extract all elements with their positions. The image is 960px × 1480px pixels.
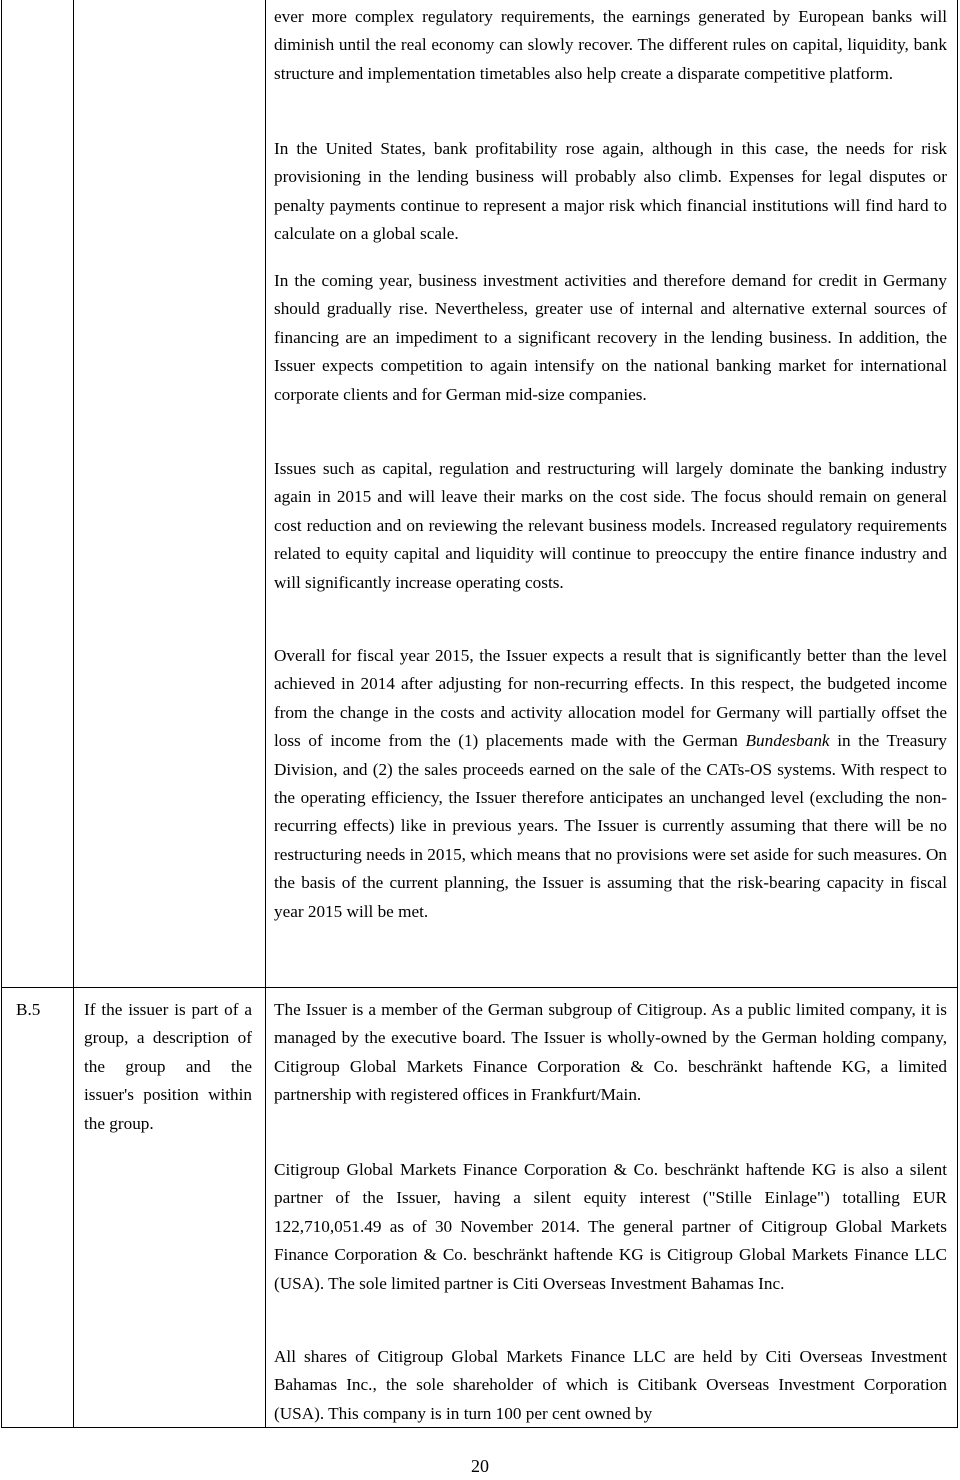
row-b4-paragraph: Issues such as capital, regulation and restructuring will largely dominate the banking industry again in 2015 and will leave their marks on the cost side. The focus should remain on general cost reduction and on reviewing the relevant business models. Increased regulatory requirements related to equity capital and liquidity will continue to preoccupy the entire finance industry and will significantly increase operating costs. [274,459,947,592]
row-b5-paragraph: Citigroup Global Markets Finance Corporation & Co. beschränkt haftende KG is also a silent partner of the Issuer, having a silent equity interest ("Stille Einlage") totalling EUR 122,710,051.49 as of 30 November 2014. The general partner of Citigroup Global Markets Finance Corporation & Co. beschränkt haftende KG is Citigroup Global Markets Finance LLC (USA). The sole limited partner is Citi Overseas Investment Bahamas Inc. [274,1160,947,1293]
row-b4-paragraph: In the coming year, business investment activities and therefore demand for credit in Germany should gradually rise. Nevertheless, greater use of internal and alternative external sources of financing are an impediment to a significant recovery in the lending business. In addition, the Issuer expects competition to again intensify on the national banking market for international corporate clients and for German mid-size companies. [274,271,947,404]
outlook-text-start: Overall for fiscal year 2015, the Issuer expects a result that is significantly better than the level achieved in 2014 after adjusting for non-recurring effects. In this respect, the budgeted income from the change in the costs and activity allocation model for Germany will partially offset the loss of income from the (1) placements made with the German [274,646,947,751]
page-number: 20 [471,1456,489,1476]
outlook-text-end: in the Treasury Division, and (2) the sales proceeds earned on the sale of the CATs-OS systems. With respect to the operating efficiency, the Issuer therefore anticipates an unchanged level (excluding the non-recurring effects) like in previous years. The Issuer is currently assuming that there will be no restructuring needs in 2015, which means that no provisions were set aside for such measures. On the basis of the current planning, the Issuer is assuming that the risk-bearing capacity in fiscal year 2015 will be met. [274,731,948,921]
column-divider-2 [265,0,266,1427]
row-b5-number: B.5 [16,1000,41,1019]
row-b4-paragraph-outlook [274,642,947,926]
row-b5-paragraph: All shares of Citigroup Global Markets Finance LLC are held by Citi Overseas Investment Bahamas Inc., the sole shareholder of which is Citibank Overseas Investment Corporation (USA). This company is in turn 100 per cent owned by [274,1347,947,1423]
column-divider-1 [73,0,74,1427]
row-b4-paragraph: In the United States, bank profitability rose again, although in this case, the needs for risk provisioning in the lending business will probably also climb. Expenses for legal disputes or penalty payments continue to represent a major risk which financial institutions will find hard to calculate on a global scale. [274,139,947,244]
row-divider [2,987,957,988]
row-b5-heading: If the issuer is part of a group, a description of the group and the issuer's position within the group. [84,1000,252,1133]
row-b5-paragraph: The Issuer is a member of the German subgroup of Citigroup. As a public limited company, it is managed by the executive board. The Issuer is wholly-owned by the German holding company, Citigroup Global Markets Finance Corporation & Co. beschränkt haftende KG, a limited partnership with registered offices in Frankfurt/Main. [274,1000,947,1105]
row-b4-paragraph: ever more complex regulatory requirements, the earnings generated by European banks will diminish until the real economy can slowly recover. The different rules on capital, liquidity, bank structure and implementation timetables also help create a disparate competitive platform. [274,7,947,83]
bundesbank-italic: Bundesbank [745,731,830,751]
